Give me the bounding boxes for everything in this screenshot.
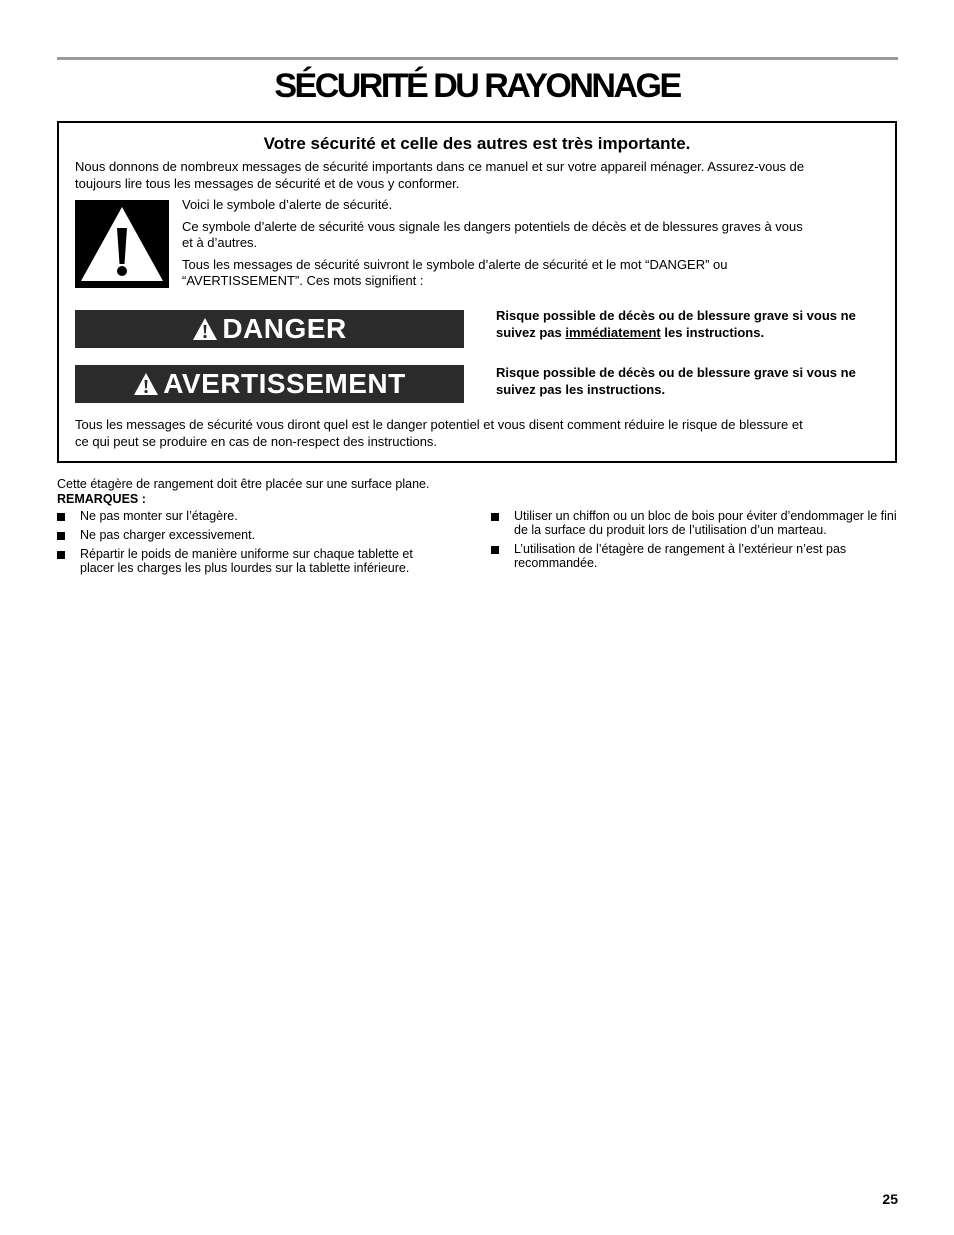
warning-description: Risque possible de décès ou de blessure grave si vous ne suivez pas les instructions. xyxy=(496,365,856,397)
list-item xyxy=(57,510,447,524)
page-title: SÉCURITÉ DU RAYONNAGE xyxy=(274,67,680,105)
warning-label: AVERTISSEMENT xyxy=(163,368,406,399)
danger-desc-underlined: immédiatement xyxy=(565,325,661,340)
safety-box xyxy=(57,121,897,463)
list-item xyxy=(57,548,447,575)
signal-words-line-1: Tous les messages de sécurité suivront le symbole d’alerte de sécurité et le mot “DANGER” ou xyxy=(182,257,728,272)
intro-line-2: toujours lire tous les messages de sécurité et de vous y conformer. xyxy=(75,176,460,191)
danger-desc-part-1: Risque possible de décès ou de blessure grave si vous ne suivez pas xyxy=(496,308,856,340)
remarks-list-left xyxy=(57,510,447,575)
danger-desc-part-2: les instructions. xyxy=(660,325,765,340)
list-item-text: Ne pas monter sur l’étagère. xyxy=(80,509,238,523)
placement-note: Cette étagère de rangement doit être placée sur une surface plane. xyxy=(57,477,430,491)
symbol-line: Voici le symbole d’alerte de sécurité. xyxy=(182,197,393,212)
list-item xyxy=(491,510,901,537)
danger-label: DANGER xyxy=(222,313,347,344)
warning-signal-bar xyxy=(75,365,464,403)
warning-triangle-icon xyxy=(192,317,218,341)
symbol-desc-line-2: et à d’autres. xyxy=(182,235,258,250)
list-item xyxy=(57,529,447,543)
intro-line-1: Nous donnons de nombreux messages de sécurité importants dans ce manuel et sur votre appareil ménager. Assurez-vous de xyxy=(75,159,805,174)
closing-line-1: Tous les messages de sécurité vous diront quel est le danger potentiel et vous disent comment réduire le risque de blessure et xyxy=(75,417,803,432)
list-item-text: Ne pas charger excessivement. xyxy=(80,527,256,542)
list-item-text: Utiliser un chiffon ou un bloc de bois pour éviter d’endommager le fini de la surface du produit lors de l’utilisation d’un marteau. xyxy=(514,509,897,537)
remarks-list-right xyxy=(491,510,901,570)
bullet-square-icon xyxy=(491,546,499,554)
warning-triangle-icon xyxy=(133,372,159,396)
danger-description xyxy=(496,307,888,341)
symbol-desc-line-1: Ce symbole d’alerte de sécurité vous signale les dangers potentiels de décès et de blessures graves à vous xyxy=(182,219,803,234)
list-item xyxy=(491,543,901,570)
safety-alert-triangle-icon xyxy=(75,200,169,288)
signal-words-line-2: “AVERTISSEMENT”. Ces mots signifient : xyxy=(182,273,424,288)
safety-heading: Votre sécurité et celle des autres est très importante. xyxy=(263,134,691,153)
bullet-square-icon xyxy=(57,532,65,540)
closing-line-2: ce qui peut se produire en cas de non-respect des instructions. xyxy=(75,434,438,449)
bullet-square-icon xyxy=(57,551,65,559)
remarks-heading: REMARQUES : xyxy=(57,492,146,506)
top-rule xyxy=(57,57,898,60)
list-item-text: L’utilisation de l’étagère de rangement à l’extérieur n’est pas recommandée. xyxy=(514,542,847,570)
danger-signal-bar xyxy=(75,310,464,348)
page-number: 25 xyxy=(882,1191,898,1207)
bullet-square-icon xyxy=(57,513,65,521)
bullet-square-icon xyxy=(491,513,499,521)
list-item-text: Répartir le poids de manière uniforme sur chaque tablette et placer les charges les plus lourdes sur la tablette inférieure. xyxy=(80,547,413,575)
